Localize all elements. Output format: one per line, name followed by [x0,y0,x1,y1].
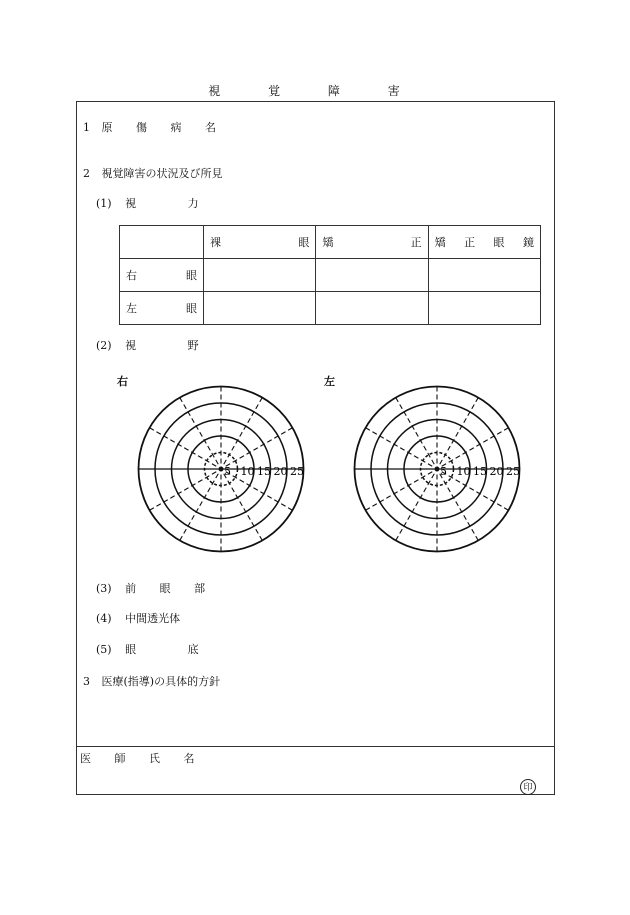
row-label-right-eye [120,259,204,292]
anterior-number: (3) [96,582,112,595]
row-label-left-eye [120,292,204,325]
right-naked-cell[interactable] [204,259,316,292]
right-field-ring-label: 20 [273,465,288,478]
header-corrected-char: 正 [410,236,422,249]
seal-mark: 印 [520,779,536,795]
left-field-ring-label: 10 [456,465,471,478]
left-field-ring-label: 25 [506,465,520,478]
header-glasses [428,226,540,259]
fundus-number: (5) [96,643,112,656]
row-label-left-char: 眼 [186,302,197,315]
header-corrected [316,226,428,259]
header-glasses-char: 正 [464,236,476,249]
anterior-heading [96,580,215,596]
header-glasses-text [435,234,534,250]
section-1 [83,119,226,135]
right-glasses-cell[interactable] [428,259,540,292]
table-row-right-eye [120,259,541,292]
acuity-number: (1) [96,197,112,210]
row-label-right-text [126,267,197,283]
header-naked-eye [204,226,316,259]
section-2-number: 2 [83,167,90,180]
fundus-label: 眼 底 [125,643,223,656]
media-heading [96,610,180,626]
right-corrected-cell[interactable] [316,259,428,292]
signature-divider [76,746,555,747]
right-field-ring-label: 5 [224,465,231,478]
media-number: (4) [96,612,112,625]
header-naked-eye-char: 裸 [210,236,221,249]
field-number: (2) [96,339,112,352]
left-field-ring-label: 5 [440,465,447,478]
left-field-ring-label: 20 [489,465,504,478]
left-field-ring-label: 15 [473,465,487,478]
acuity-heading [96,195,223,211]
right-eye-label: 右 [117,375,128,388]
right-field-ring-label: 10 [240,465,255,478]
fundus-heading [96,641,223,657]
section-1-label: 原 傷 病 名 [101,121,226,134]
row-label-left-char: 左 [126,302,137,315]
right-visual-field-chart [136,384,306,554]
table-corner-cell [120,226,204,259]
field-heading [96,337,223,353]
row-label-left-text [126,300,197,316]
section-2 [83,165,223,181]
row-label-right-char: 右 [126,269,137,282]
left-naked-cell[interactable] [204,292,316,325]
section-1-number: 1 [83,121,90,134]
header-corrected-char: 矯 [322,236,334,249]
header-glasses-char: 眼 [493,236,505,249]
table-row-left-eye [120,292,541,325]
right-field-ring-label: 25 [290,465,304,478]
field-label: 視 野 [125,339,223,352]
header-naked-eye-char: 眼 [298,236,310,249]
media-label: 中間透光体 [125,612,181,625]
header-corrected-text [322,234,421,250]
acuity-label: 視 力 [125,197,223,210]
row-label-right-char: 眼 [186,269,197,282]
table-header-row [120,226,541,259]
section-2-label: 視覚障害の状況及び所見 [101,167,223,180]
header-glasses-char: 鏡 [522,236,534,249]
header-naked-eye-text [210,234,309,250]
visual-acuity-table [119,225,541,325]
doctor-name-label: 医 師 氏 名 [80,752,205,765]
left-glasses-cell[interactable] [428,292,540,325]
left-eye-label: 左 [324,375,335,388]
left-corrected-cell[interactable] [316,292,428,325]
section-3-label: 医療(指導)の具体的方針 [101,675,221,688]
page-title: 視 覚 障 害 [208,84,422,98]
left-visual-field-chart [352,384,522,554]
section-3 [83,673,220,689]
right-field-ring-label: 15 [257,465,271,478]
section-3-number: 3 [83,675,90,688]
anterior-label: 前 眼 部 [125,582,216,595]
header-glasses-char: 矯 [434,236,446,249]
